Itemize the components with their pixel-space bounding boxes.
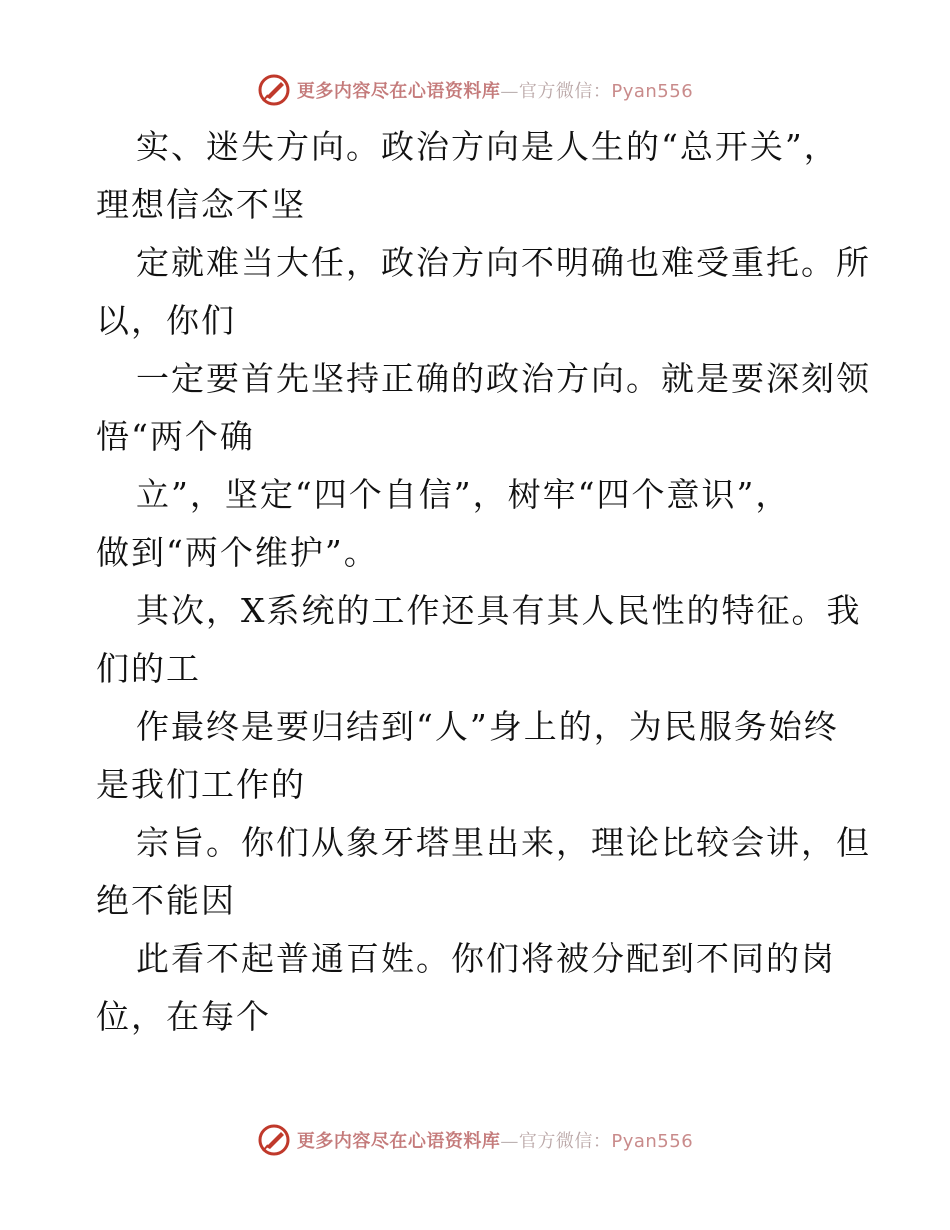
paragraph-line: 做到“两个维护”。 — [96, 533, 379, 572]
header-banner — [0, 68, 950, 112]
paragraph-line: 此看不起普通百姓。你们将被分配到不同的岗 — [136, 939, 836, 978]
banner-wechat-id: Pyan556 — [611, 1131, 694, 1152]
banner-text — [297, 77, 693, 103]
footer-banner — [0, 1118, 950, 1162]
paragraph-line: 其次，X系统的工作还具有其人民性的特征。我 — [136, 591, 862, 630]
paragraph-line: 定就难当大任，政治方向不明确也难受重托。所 — [136, 243, 871, 282]
banner-wechat-id: Pyan556 — [611, 81, 694, 102]
paragraph-line: 一定要首先坚持正确的政治方向。就是要深刻领 — [136, 359, 871, 398]
paragraph-line: 悟“两个确 — [96, 417, 255, 456]
banner-wechat-label: 官方微信： — [518, 81, 612, 102]
paragraph-line: 理想信念不坚 — [96, 185, 306, 224]
paragraph-line: 宗旨。你们从象牙塔里出来，理论比较会讲，但 — [136, 823, 871, 862]
banner-wechat-label: 官方微信： — [518, 1131, 612, 1152]
quill-logo-icon — [257, 73, 291, 107]
paragraph-line: 以，你们 — [96, 301, 236, 340]
banner-title: 更多内容尽在心语资料库 — [296, 1131, 501, 1152]
paragraph-line: 作最终是要归结到“人”身上的，为民服务始终 — [136, 707, 839, 746]
paragraph-line: 绝不能因 — [96, 881, 236, 920]
banner-text — [297, 1127, 693, 1153]
paragraph-line: 位，在每个 — [96, 997, 271, 1036]
banner-separator: — — [500, 81, 519, 102]
banner-separator: — — [500, 1131, 519, 1152]
document-body — [96, 118, 871, 1046]
paragraph-line: 立”，坚定“四个自信”，树牢“四个意识”， — [136, 475, 791, 514]
paragraph-line: 实、迷失方向。政治方向是人生的“总开关”， — [136, 127, 839, 166]
quill-logo-icon — [257, 1123, 291, 1157]
paragraph-line: 们的工 — [96, 649, 201, 688]
paragraph-line: 是我们工作的 — [96, 765, 306, 804]
banner-title: 更多内容尽在心语资料库 — [296, 81, 501, 102]
